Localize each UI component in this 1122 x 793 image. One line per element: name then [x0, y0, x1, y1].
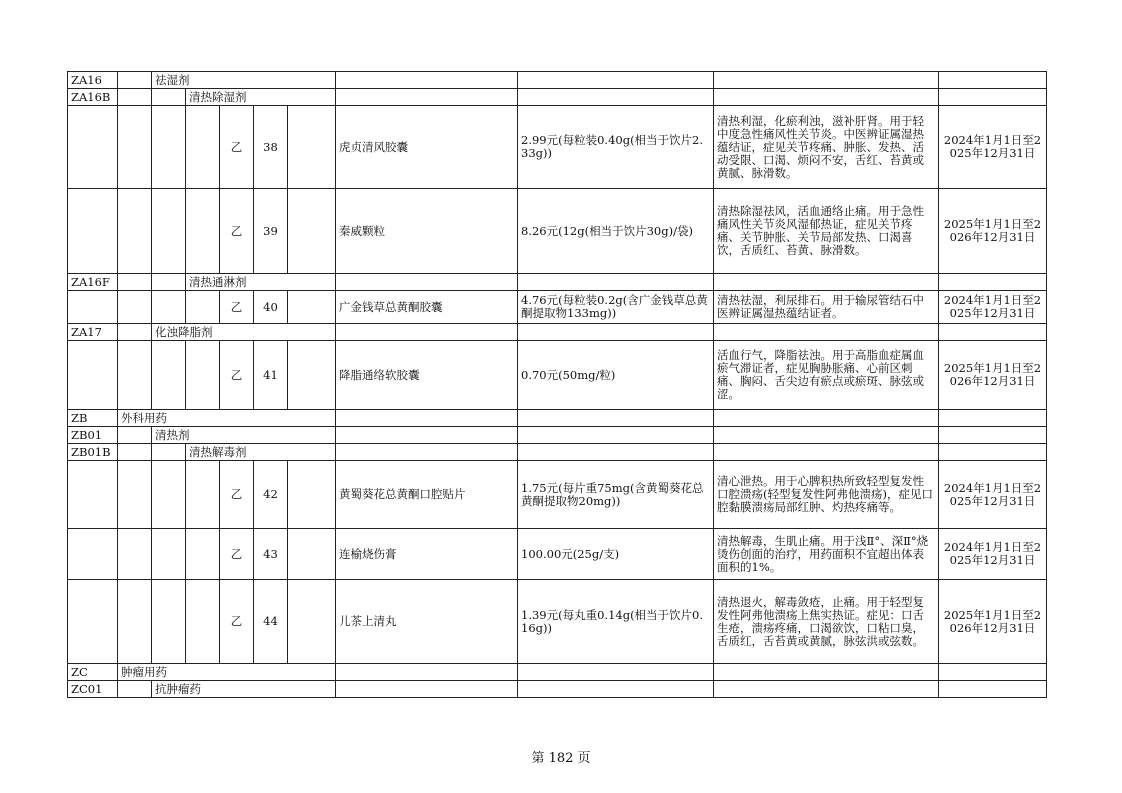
category-row — [68, 324, 1047, 341]
drug-name: 降脂通络软胶囊 — [336, 341, 518, 410]
category-row — [68, 274, 1047, 291]
empty-cell — [152, 89, 186, 106]
empty-cell — [118, 189, 152, 274]
empty-cell — [939, 410, 1047, 427]
drug-class: 乙 — [220, 291, 254, 324]
validity-period: 2024年1月1日至2025年12月31日 — [939, 529, 1047, 580]
validity-period: 2024年1月1日至2025年12月31日 — [939, 106, 1047, 189]
empty-cell — [714, 72, 939, 89]
drug-row — [68, 529, 1047, 580]
empty-cell — [118, 341, 152, 410]
category-code: ZB — [68, 410, 118, 427]
drug-indication: 清热解毒，生肌止痛。用于浅Ⅱ°、深Ⅱ°烧烫伤创面的治疗，用药面积不宜超出体表面积的1%。 — [714, 529, 939, 580]
drug-name: 黄蜀葵花总黄酮口腔贴片 — [336, 461, 518, 529]
empty-cell — [68, 106, 118, 189]
drug-indication: 清热除湿祛风，活血通络止痛。用于急性痛风性关节炎风湿郁热证，症见关节疼痛、关节肿胀、关节局部发热、口渴喜饮，舌质红、苔黄、脉滑数。 — [714, 189, 939, 274]
category-code: ZA17 — [68, 324, 118, 341]
category-code: ZA16 — [68, 72, 118, 89]
drug-number: 43 — [254, 529, 288, 580]
empty-cell — [186, 106, 220, 189]
empty-cell — [336, 681, 518, 698]
category-row — [68, 89, 1047, 106]
drug-price-spec: 8.26元(12g(相当于饮片30g)/袋) — [518, 189, 714, 274]
empty-cell — [518, 427, 714, 444]
empty-cell — [288, 529, 336, 580]
drug-name: 连榆烧伤膏 — [336, 529, 518, 580]
empty-cell — [336, 664, 518, 681]
empty-cell — [288, 106, 336, 189]
empty-cell — [518, 274, 714, 291]
empty-cell — [518, 72, 714, 89]
empty-cell — [118, 444, 152, 461]
drug-price-spec: 0.70元(50mg/粒) — [518, 341, 714, 410]
empty-cell — [152, 580, 186, 664]
empty-cell — [939, 681, 1047, 698]
empty-cell — [68, 529, 118, 580]
empty-cell — [714, 444, 939, 461]
empty-cell — [186, 529, 220, 580]
empty-cell — [118, 291, 152, 324]
drug-name: 秦威颗粒 — [336, 189, 518, 274]
empty-cell — [118, 529, 152, 580]
empty-cell — [714, 274, 939, 291]
empty-cell — [714, 681, 939, 698]
validity-period: 2024年1月1日至2025年12月31日 — [939, 291, 1047, 324]
drug-price-spec: 100.00元(25g/支) — [518, 529, 714, 580]
empty-cell — [714, 427, 939, 444]
empty-cell — [68, 461, 118, 529]
drug-class: 乙 — [220, 580, 254, 664]
empty-cell — [152, 274, 186, 291]
drug-row — [68, 106, 1047, 189]
category-row — [68, 427, 1047, 444]
drug-price-spec: 4.76元(每粒装0.2g(含广金钱草总黄酮提取物133mg)) — [518, 291, 714, 324]
category-name: 清热解毒剂 — [186, 444, 336, 461]
empty-cell — [518, 410, 714, 427]
category-row — [68, 664, 1047, 681]
empty-cell — [118, 89, 152, 106]
category-code: ZB01 — [68, 427, 118, 444]
empty-cell — [152, 444, 186, 461]
empty-cell — [68, 341, 118, 410]
drug-indication: 活血行气，降脂祛浊。用于高脂血症属血瘀气滞证者，症见胸胁胀痛、心前区刺痛、胸闷、舌尖边有瘀点或瘀斑、脉弦或涩。 — [714, 341, 939, 410]
drug-catalog-table — [67, 71, 1047, 698]
empty-cell — [186, 189, 220, 274]
empty-cell — [152, 461, 186, 529]
drug-indication: 清热祛湿，利尿排石。用于输尿管结石中医辨证属湿热蕴结证者。 — [714, 291, 939, 324]
category-name: 清热剂 — [152, 427, 336, 444]
empty-cell — [68, 189, 118, 274]
empty-cell — [152, 291, 186, 324]
empty-cell — [939, 89, 1047, 106]
drug-row — [68, 189, 1047, 274]
drug-indication: 清热退火，解毒敛疮，止痛。用于轻型复发性阿弗他溃疡上焦实热证。症见：口舌生疮，溃疡疼痛，口渴欲饮，口粘口臭，舌质红，舌苔黄或黄腻，脉弦洪或弦数。 — [714, 580, 939, 664]
drug-class: 乙 — [220, 106, 254, 189]
category-name: 祛湿剂 — [152, 72, 336, 89]
empty-cell — [939, 324, 1047, 341]
validity-period: 2025年1月1日至2026年12月31日 — [939, 189, 1047, 274]
empty-cell — [336, 72, 518, 89]
empty-cell — [152, 106, 186, 189]
empty-cell — [152, 341, 186, 410]
empty-cell — [939, 444, 1047, 461]
drug-class: 乙 — [220, 461, 254, 529]
drug-price-spec: 1.75元(每片重75mg(含黄蜀葵花总黄酮提取物20mg)) — [518, 461, 714, 529]
empty-cell — [336, 410, 518, 427]
empty-cell — [68, 291, 118, 324]
empty-cell — [68, 580, 118, 664]
validity-period: 2024年1月1日至2025年12月31日 — [939, 461, 1047, 529]
category-name: 清热除湿剂 — [186, 89, 336, 106]
validity-period: 2025年1月1日至2026年12月31日 — [939, 341, 1047, 410]
empty-cell — [118, 580, 152, 664]
drug-class: 乙 — [220, 189, 254, 274]
category-code: ZC01 — [68, 681, 118, 698]
page-number: 第 182 页 — [531, 751, 591, 766]
category-row — [68, 410, 1047, 427]
empty-cell — [118, 461, 152, 529]
category-code: ZC — [68, 664, 118, 681]
drug-number: 44 — [254, 580, 288, 664]
empty-cell — [118, 681, 152, 698]
empty-cell — [288, 341, 336, 410]
empty-cell — [518, 444, 714, 461]
drug-name: 广金钱草总黄酮胶囊 — [336, 291, 518, 324]
validity-period: 2025年1月1日至2026年12月31日 — [939, 580, 1047, 664]
empty-cell — [288, 291, 336, 324]
category-name: 抗肿瘤药 — [152, 681, 336, 698]
category-row — [68, 72, 1047, 89]
drug-number: 40 — [254, 291, 288, 324]
empty-cell — [714, 664, 939, 681]
drug-indication: 清心泄热。用于心脾积热所致轻型复发性口腔溃疡(轻型复发性阿弗他溃疡)，症见口腔黏膜溃疡局部红肿、灼热疼痛等。 — [714, 461, 939, 529]
drug-row — [68, 580, 1047, 664]
empty-cell — [152, 189, 186, 274]
empty-cell — [152, 529, 186, 580]
drug-price-spec: 1.39元(每丸重0.14g(相当于饮片0.16g)) — [518, 580, 714, 664]
empty-cell — [186, 291, 220, 324]
empty-cell — [336, 324, 518, 341]
drug-price-spec: 2.99元(每粒装0.40g(相当于饮片2.33g)) — [518, 106, 714, 189]
category-row — [68, 444, 1047, 461]
category-name: 化浊降脂剂 — [152, 324, 336, 341]
empty-cell — [336, 274, 518, 291]
drug-class: 乙 — [220, 341, 254, 410]
empty-cell — [518, 664, 714, 681]
empty-cell — [288, 580, 336, 664]
category-row — [68, 681, 1047, 698]
empty-cell — [939, 664, 1047, 681]
category-code: ZB01B — [68, 444, 118, 461]
empty-cell — [186, 341, 220, 410]
drug-name: 儿茶上清丸 — [336, 580, 518, 664]
empty-cell — [118, 427, 152, 444]
empty-cell — [714, 410, 939, 427]
empty-cell — [336, 427, 518, 444]
category-name: 肿瘤用药 — [118, 664, 336, 681]
empty-cell — [336, 89, 518, 106]
drug-row — [68, 291, 1047, 324]
drug-row — [68, 461, 1047, 529]
empty-cell — [118, 106, 152, 189]
empty-cell — [186, 580, 220, 664]
drug-number: 42 — [254, 461, 288, 529]
empty-cell — [186, 461, 220, 529]
drug-name: 虎贞清风胶囊 — [336, 106, 518, 189]
category-code: ZA16F — [68, 274, 118, 291]
empty-cell — [518, 89, 714, 106]
empty-cell — [714, 324, 939, 341]
drug-indication: 清热利湿，化瘀利浊，滋补肝肾。用于轻中度急性痛风性关节炎。中医辨证属湿热蕴结证，症见关节疼痛、肿胀、发热、活动受限、口渴、烦闷不安，舌红、苔黄或黄腻、脉滑数。 — [714, 106, 939, 189]
category-name: 外科用药 — [118, 410, 336, 427]
empty-cell — [118, 324, 152, 341]
empty-cell — [336, 444, 518, 461]
empty-cell — [714, 89, 939, 106]
empty-cell — [288, 189, 336, 274]
empty-cell — [939, 72, 1047, 89]
drug-number: 41 — [254, 341, 288, 410]
drug-class: 乙 — [220, 529, 254, 580]
empty-cell — [939, 274, 1047, 291]
category-name: 清热通淋剂 — [186, 274, 336, 291]
drug-number: 38 — [254, 106, 288, 189]
category-code: ZA16B — [68, 89, 118, 106]
empty-cell — [288, 461, 336, 529]
empty-cell — [939, 427, 1047, 444]
empty-cell — [118, 72, 152, 89]
drug-number: 39 — [254, 189, 288, 274]
empty-cell — [118, 274, 152, 291]
drug-row — [68, 341, 1047, 410]
empty-cell — [518, 681, 714, 698]
empty-cell — [518, 324, 714, 341]
